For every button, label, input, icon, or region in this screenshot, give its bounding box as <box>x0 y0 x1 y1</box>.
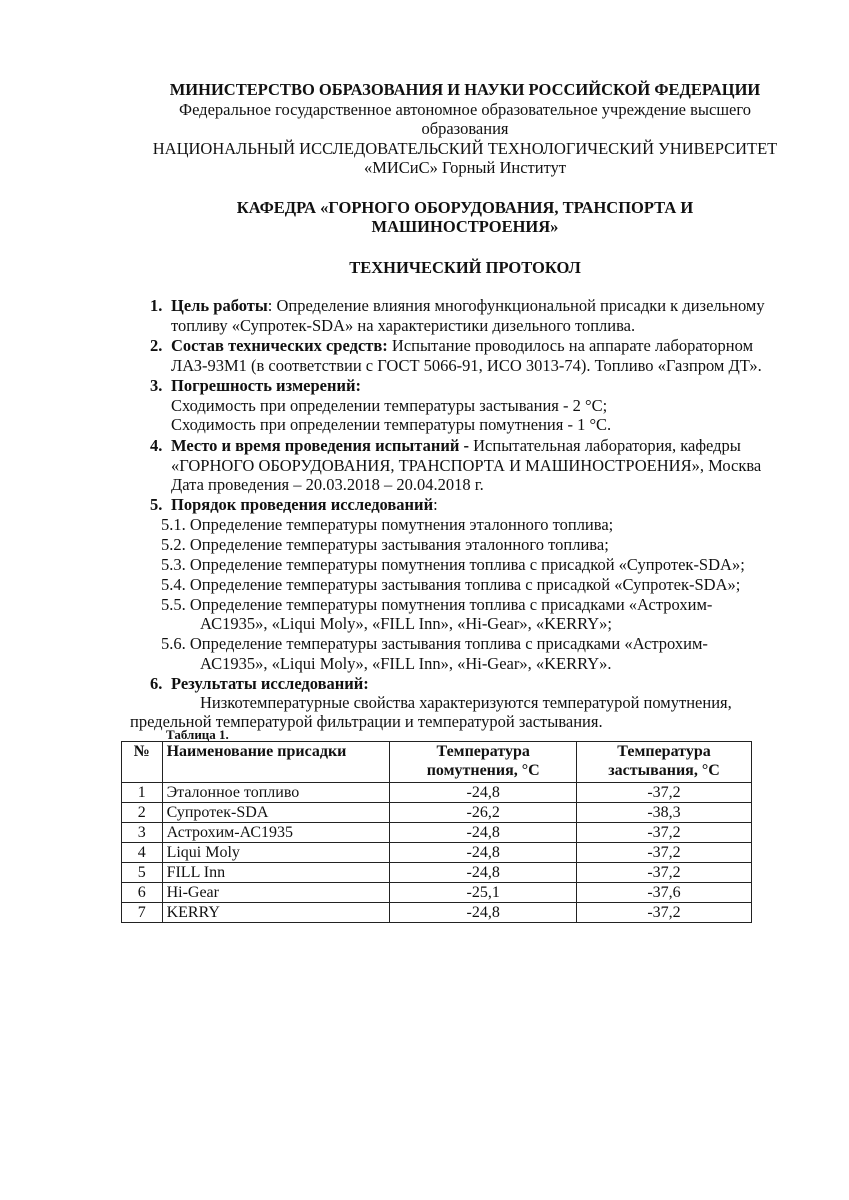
table-header-row <box>122 742 752 783</box>
table-row <box>122 783 752 803</box>
list-item: 5.1. Определение температуры помутнения эталонного топлива; <box>161 515 614 534</box>
cell-cloud-point: -24,8 <box>390 823 577 843</box>
university-line-2: «МИСиС» Горный Институт <box>363 158 567 177</box>
cell-number: 1 <box>122 783 163 803</box>
cell-cloud-point: -24,8 <box>390 783 577 803</box>
department-line-2: МАШИНОСТРОЕНИЯ» <box>371 217 559 236</box>
section-1-line-2: топливу «Супротек-SDA» на характеристики дизельного топлива. <box>171 316 636 335</box>
section-6-line-2: предельной температурой фильтрации и температурой застывания. <box>130 712 603 731</box>
cell-name: Астрохим-АС1935 <box>162 823 390 843</box>
cell-name: Liqui Moly <box>162 843 390 863</box>
department-line-1: КАФЕДРА «ГОРНОГО ОБОРУДОВАНИЯ, ТРАНСПОРТА И <box>236 198 694 217</box>
section-3-line-2: Сходимость при определении температуры помутнения - 1 °С. <box>171 415 612 434</box>
column-header-name: Наименование присадки <box>162 742 390 783</box>
table-caption: Таблица 1. <box>166 727 229 742</box>
list-item: 5.4. Определение температуры застывания топлива с присадкой «Супротек-SDA»; <box>161 575 741 594</box>
section-2-line-2: ЛАЗ-93М1 (в соответствии с ГОСТ 5066-91, ИСО 3013-74). Топливо «Газпром ДТ». <box>171 356 762 375</box>
cell-cloud-point: -26,2 <box>390 803 577 823</box>
column-header-cloud-point <box>390 742 577 783</box>
section-3-line-1: Сходимость при определении температуры застывания - 2 °С; <box>171 396 608 415</box>
header-line: Температура <box>617 743 711 760</box>
header-line: помутнения, °С <box>426 762 540 779</box>
cell-name: KERRY <box>162 903 390 923</box>
cell-name: FILL Inn <box>162 863 390 883</box>
section-label: Порядок проведения исследований <box>171 495 434 514</box>
cell-pour-point: -37,2 <box>577 843 752 863</box>
document-title: ТЕХНИЧЕСКИЙ ПРОТОКОЛ <box>349 258 581 277</box>
cell-name: Эталонное топливо <box>162 783 390 803</box>
section-text: Испытательная лаборатория, кафедры <box>473 436 741 455</box>
list-item: 5.5. Определение температуры помутнения топлива с присадками «Астрохим- <box>161 595 713 614</box>
cell-number: 5 <box>122 863 163 883</box>
section-4-line-3: Дата проведения – 20.03.2018 – 20.04.2018 г. <box>171 475 484 494</box>
section-3-label: Погрешность измерений: <box>171 376 362 395</box>
list-item: 5.2. Определение температуры застывания эталонного топлива; <box>161 535 609 554</box>
results-table <box>121 741 752 923</box>
section-4-line-2: «ГОРНОГО ОБОРУДОВАНИЯ, ТРАНСПОРТА И МАШИНОСТРОЕНИЯ», Москва <box>171 456 762 475</box>
cell-pour-point: -37,2 <box>577 903 752 923</box>
header-line: застывания, °С <box>608 762 720 779</box>
cell-pour-point: -37,2 <box>577 783 752 803</box>
section-colon: : <box>433 495 438 514</box>
cell-number: 3 <box>122 823 163 843</box>
cell-number: 6 <box>122 883 163 903</box>
section-label: Место и время проведения испытаний - <box>171 436 474 455</box>
section-1-line-1 <box>171 296 765 316</box>
cell-name: Супротек-SDA <box>162 803 390 823</box>
section-6-line-1: Низкотемпературные свойства характеризуются температурой помутнения, <box>200 693 732 712</box>
list-item-continuation: АС1935», «Liqui Moly», «FILL Inn», «Hi-Gear», «KERRY»; <box>200 614 612 633</box>
table-row <box>122 863 752 883</box>
ministry-heading: МИНИСТЕРСТВО ОБРАЗОВАНИЯ И НАУКИ РОССИЙСКОЙ ФЕДЕРАЦИИ <box>169 80 761 99</box>
table-row <box>122 803 752 823</box>
cell-cloud-point: -24,8 <box>390 843 577 863</box>
cell-cloud-point: -24,8 <box>390 863 577 883</box>
section-2-line-1 <box>171 336 753 356</box>
table-row <box>122 883 752 903</box>
cell-pour-point: -38,3 <box>577 803 752 823</box>
section-text: : Определение влияния многофункциональной присадки к дизельному <box>267 296 765 315</box>
table-row <box>122 843 752 863</box>
table-row <box>122 823 752 843</box>
cell-cloud-point: -25,1 <box>390 883 577 903</box>
cell-number: 4 <box>122 843 163 863</box>
table-row <box>122 903 752 923</box>
cell-name: Hi-Gear <box>162 883 390 903</box>
cell-number: 7 <box>122 903 163 923</box>
cell-cloud-point: -24,8 <box>390 903 577 923</box>
column-header-number: № <box>122 742 163 783</box>
list-item-continuation: АС1935», «Liqui Moly», «FILL Inn», «Hi-Gear», «KERRY». <box>200 654 612 673</box>
section-label: Цель работы <box>171 296 268 315</box>
section-number: 1. <box>150 296 163 315</box>
cell-pour-point: -37,2 <box>577 823 752 843</box>
section-label: Состав технических средств: <box>171 336 388 355</box>
section-number: 6. <box>150 674 163 693</box>
cell-pour-point: -37,2 <box>577 863 752 883</box>
section-number: 3. <box>150 376 163 395</box>
section-text: Испытание проводилось на аппарате лабораторном <box>387 336 754 355</box>
section-6-label: Результаты исследований: <box>171 674 369 693</box>
institution-line-2: образования <box>421 119 509 138</box>
section-number: 4. <box>150 436 163 455</box>
header-line: Температура <box>436 743 530 760</box>
column-header-pour-point <box>577 742 752 783</box>
cell-number: 2 <box>122 803 163 823</box>
university-line-1: НАЦИОНАЛЬНЫЙ ИССЛЕДОВАТЕЛЬСКИЙ ТЕХНОЛОГИЧЕСКИЙ УНИВЕРСИТЕТ <box>152 139 778 158</box>
section-number: 5. <box>150 495 163 514</box>
section-5-heading <box>171 495 438 515</box>
section-4-line-1 <box>171 436 741 456</box>
section-number: 2. <box>150 336 163 355</box>
list-item: 5.6. Определение температуры застывания топлива с присадками «Астрохим- <box>161 634 708 653</box>
list-item: 5.3. Определение температуры помутнения топлива с присадкой «Супротек-SDA»; <box>161 555 745 574</box>
institution-line-1: Федеральное государственное автономное образовательное учреждение высшего <box>179 100 751 119</box>
cell-pour-point: -37,6 <box>577 883 752 903</box>
